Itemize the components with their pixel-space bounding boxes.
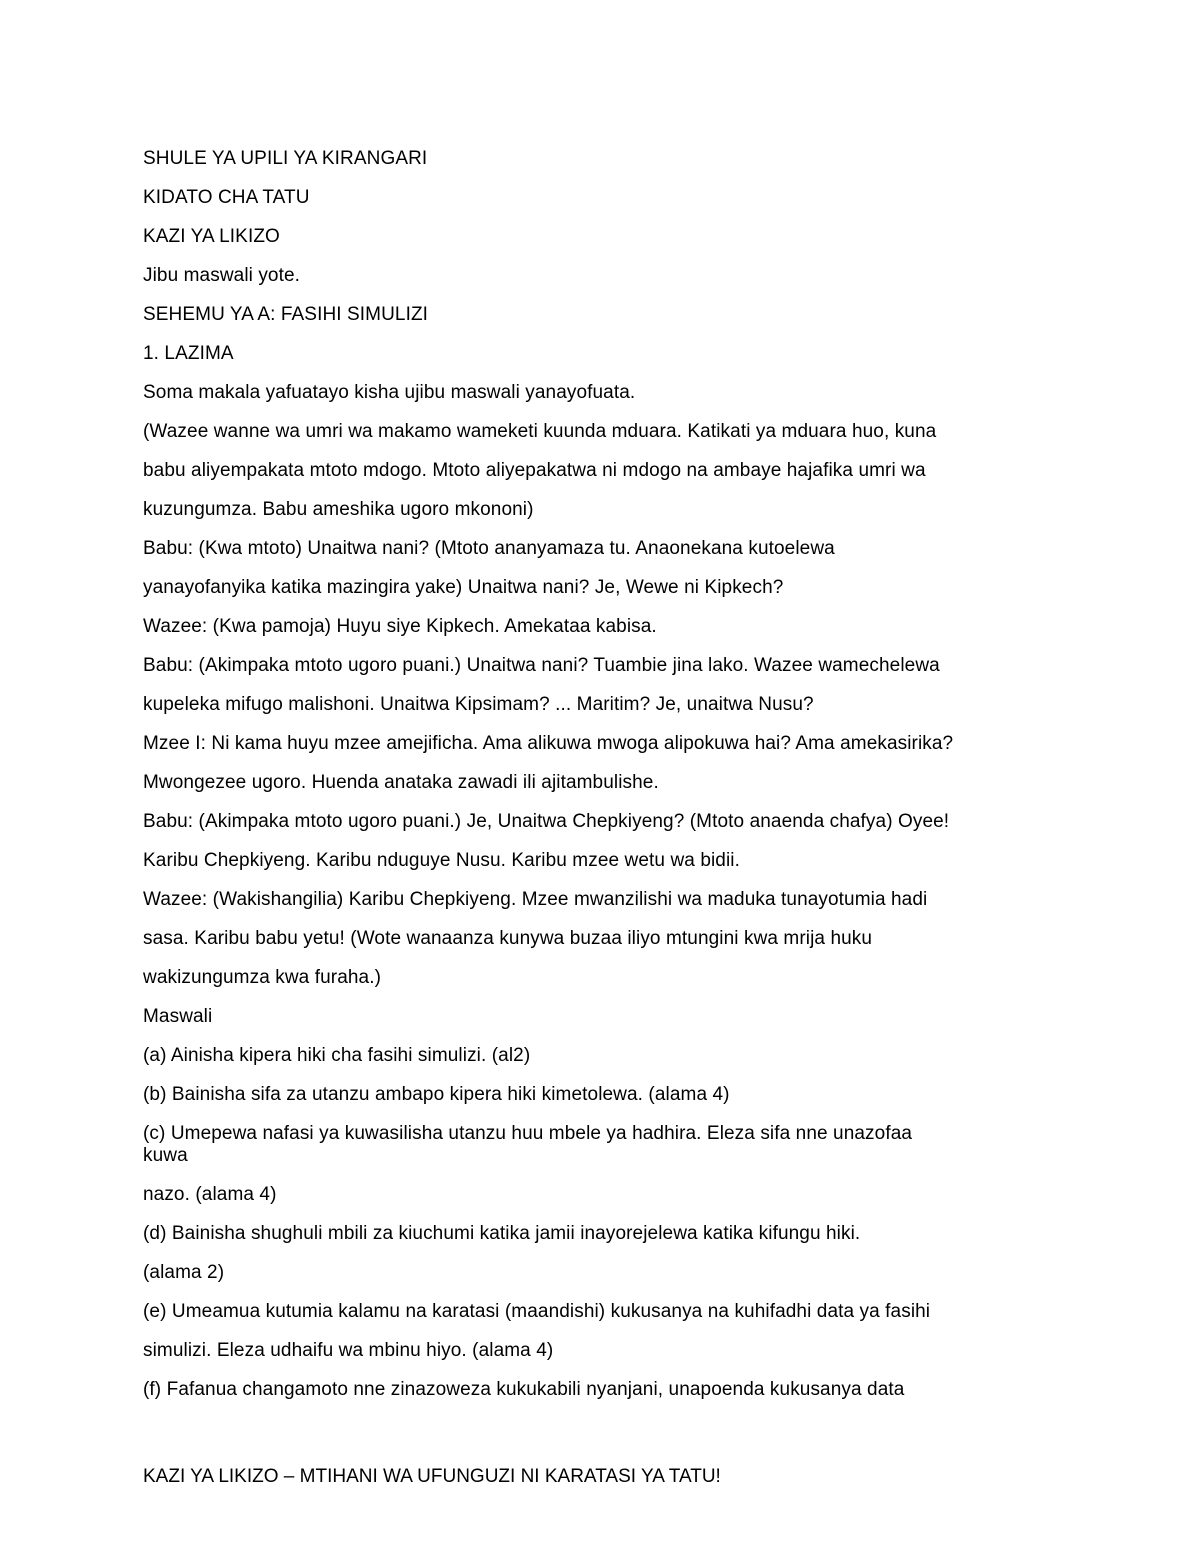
question-number: 1. LAZIMA [143, 343, 234, 364]
question-d-marks: (alama 2) [143, 1262, 225, 1283]
passage-line: Babu: (Akimpaka mtoto ugoro puani.) Je, Unaitwa Chepkiyeng? (Mtoto anaenda chafya) Oyee! [143, 811, 950, 832]
form-level: KIDATO CHA TATU [143, 187, 310, 208]
passage-line: kupeleka mifugo malishoni. Unaitwa Kipsimam? ... Maritim? Je, unaitwa Nusu? [143, 694, 814, 715]
passage-line: babu aliyempakata mtoto mdogo. Mtoto aliyepakatwa ni mdogo na ambaye hajafika umri wa [143, 460, 926, 481]
question-d: (d) Bainisha shughuli mbili za kiuchumi katika jamii inayorejelewa katika kifungu hiki. [143, 1223, 861, 1244]
passage-line: (Wazee wanne wa umri wa makamo wameketi kuunda mduara. Katikati ya mduara huo, kuna [143, 421, 937, 442]
question-e-cont: simulizi. Eleza udhaifu wa mbinu hiyo. (alama 4) [143, 1340, 554, 1361]
question-c-cont: nazo. (alama 4) [143, 1184, 277, 1205]
passage-line: yanayofanyika katika mazingira yake) Unaitwa nani? Je, Wewe ni Kipkech? [143, 577, 784, 598]
question-c: (c) Umepewa nafasi ya kuwasilisha utanzu huu mbele ya hadhira. Eleza sifa nne unazofaa [143, 1123, 913, 1144]
question-a: (a) Ainisha kipera hiki cha fasihi simulizi. (al2) [143, 1045, 531, 1066]
passage-line: Babu: (Kwa mtoto) Unaitwa nani? (Mtoto ananyamaza tu. Anaonekana kutoelewa [143, 538, 835, 559]
passage-line: Wazee: (Wakishangilia) Karibu Chepkiyeng. Mzee mwanzilishi wa maduka tunayotumia hadi [143, 889, 928, 910]
question-f: (f) Fafanua changamoto nne zinazoweza kukukabili nyanjani, unapoenda kukusanya data [143, 1379, 905, 1400]
questions-heading: Maswali [143, 1006, 213, 1027]
question-c-wrap: kuwa [143, 1145, 188, 1166]
passage-line: Mwongezee ugoro. Huenda anataka zawadi ili ajitambulishe. [143, 772, 659, 793]
instructions: Jibu maswali yote. [143, 265, 301, 286]
passage-line: Wazee: (Kwa pamoja) Huyu siye Kipkech. Amekataa kabisa. [143, 616, 657, 637]
passage-line: wakizungumza kwa furaha.) [143, 967, 381, 988]
section-heading: SEHEMU YA A: FASIHI SIMULIZI [143, 304, 429, 325]
school-name: SHULE YA UPILI YA KIRANGARI [143, 148, 428, 169]
passage-line: Karibu Chepkiyeng. Karibu nduguye Nusu. Karibu mzee wetu wa bidii. [143, 850, 740, 871]
page-footer: KAZI YA LIKIZO – MTIHANI WA UFUNGUZI NI KARATASI YA TATU! [143, 1466, 721, 1487]
passage-line: Mzee I: Ni kama huyu mzee amejificha. Ama alikuwa mwoga alipokuwa hai? Ama amekasirika? [143, 733, 954, 754]
passage-line: sasa. Karibu babu yetu! (Wote wanaanza kunywa buzaa iliyo mtungini kwa mrija huku [143, 928, 873, 949]
passage-intro: Soma makala yafuatayo kisha ujibu maswali yanayofuata. [143, 382, 636, 403]
passage-line: kuzungumza. Babu ameshika ugoro mkononi) [143, 499, 534, 520]
question-b: (b) Bainisha sifa za utanzu ambapo kipera hiki kimetolewa. (alama 4) [143, 1084, 730, 1105]
passage-line: Babu: (Akimpaka mtoto ugoro puani.) Unaitwa nani? Tuambie jina lako. Wazee wamechelewa [143, 655, 940, 676]
question-e: (e) Umeamua kutumia kalamu na karatasi (maandishi) kukusanya na kuhifadhi data ya fasihi [143, 1301, 931, 1322]
assignment-title: KAZI YA LIKIZO [143, 226, 280, 247]
